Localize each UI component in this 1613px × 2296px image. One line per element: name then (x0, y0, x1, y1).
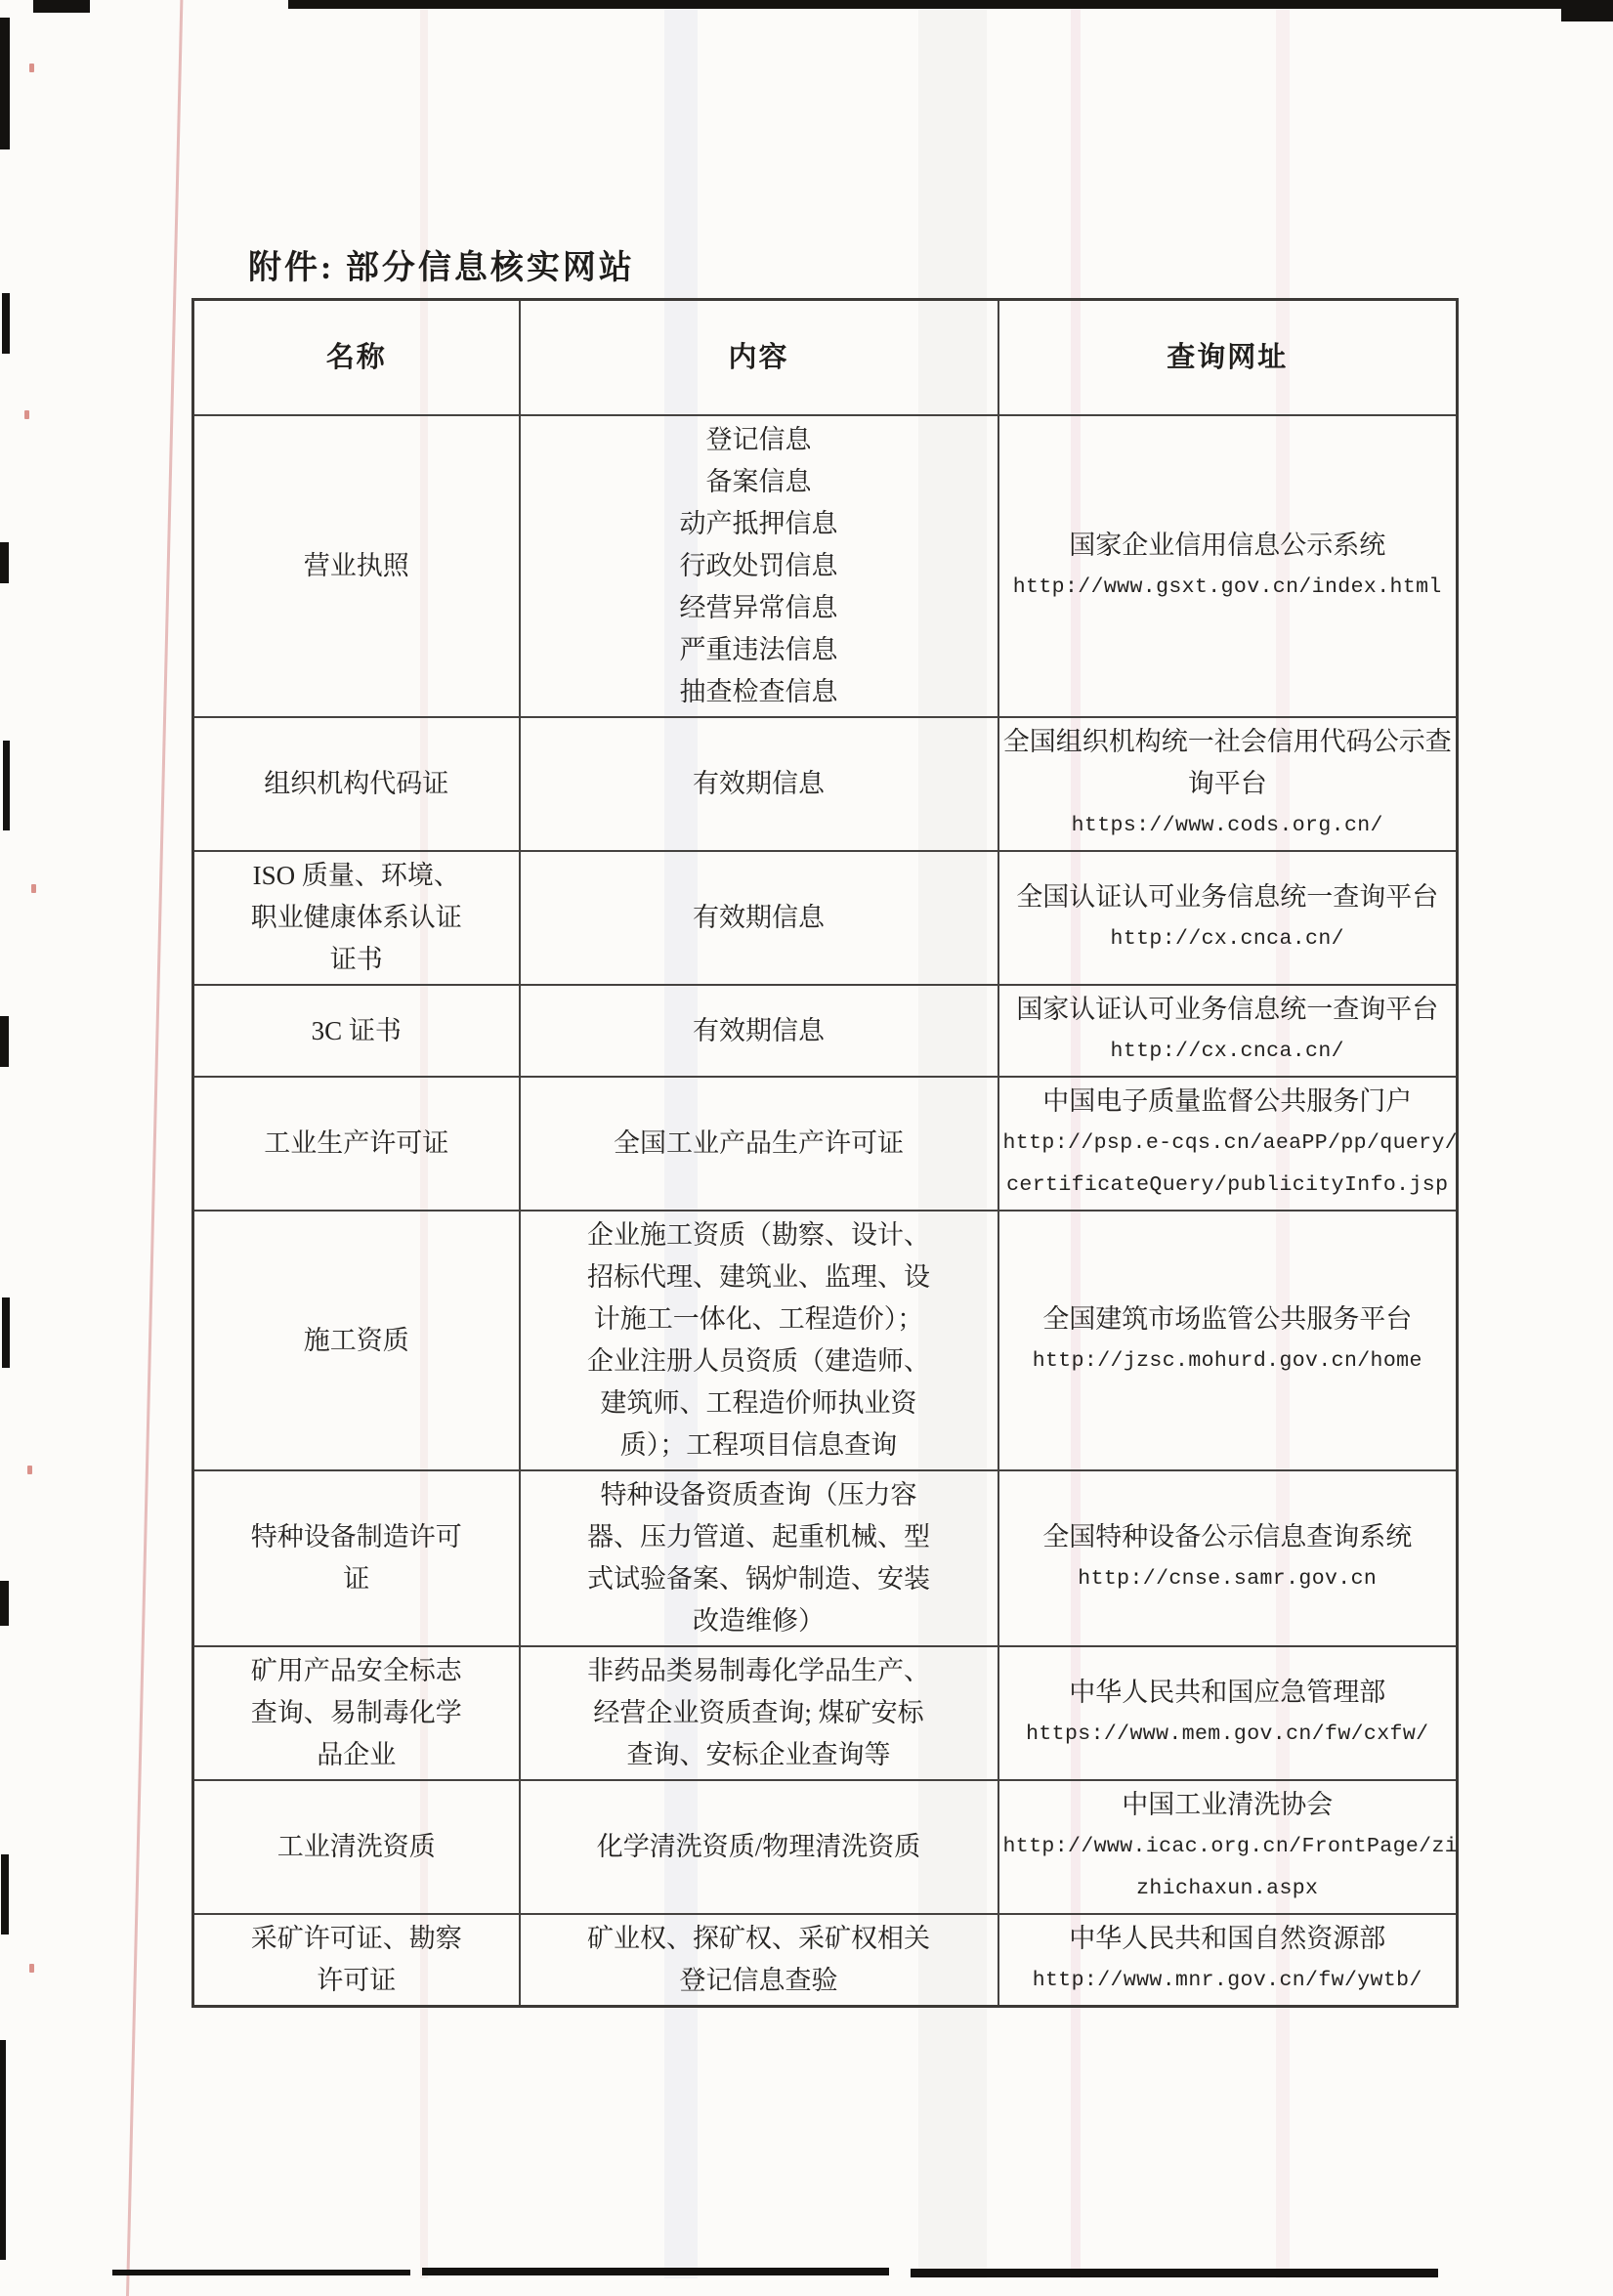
cell-text-line: 建筑师、工程造价师执业资 (600, 1388, 917, 1418)
url-text-line: https://www.mem.gov.cn/fw/cxfw/ (1026, 1722, 1429, 1746)
scan-edge-bottom (112, 2270, 410, 2275)
cell-text-line: 许可证 (317, 1966, 397, 1995)
cell-text-line: 质）；工程项目信息查询 (619, 1430, 898, 1460)
url-text-line: http://psp.e-cqs.cn/aeaPP/pp/query/ (1002, 1131, 1459, 1155)
cell-text-line: 国家企业信用信息公示系统 (1069, 530, 1386, 560)
cell-text-line: 改造维修） (693, 1606, 825, 1636)
url-text-line: http://cx.cnca.cn/ (1110, 926, 1344, 951)
cell-text-line: 工业清洗资质 (276, 1832, 436, 1861)
url-text-line: https://www.cods.org.cn/ (1071, 814, 1383, 837)
cell-text-line: 招标代理、建筑业、监理、设 (587, 1262, 930, 1292)
cell-content (520, 1077, 998, 1211)
cell-text-line: 查询、安标企业查询等 (626, 1740, 891, 1769)
url-text-line: http://www.gsxt.gov.cn/index.html (1012, 574, 1442, 599)
red-speck (27, 1466, 32, 1474)
column-header-name: 名称 (193, 300, 520, 416)
cell-text-line: 中华人民共和国自然资源部 (1069, 1924, 1386, 1953)
cell-url (998, 851, 1458, 985)
cell-text-line: 化学清洗资质/物理清洗资质 (596, 1832, 921, 1861)
scan-edge-top-left (33, 0, 90, 13)
cell-name (193, 851, 520, 985)
red-speck (29, 64, 34, 72)
table-row (193, 1211, 1458, 1470)
cell-text-line: 抽查检查信息 (679, 677, 838, 706)
scan-edge-top-corner (1561, 0, 1613, 21)
cell-name (193, 1077, 520, 1211)
cell-text-line: 经营企业资质查询; 煤矿安标 (593, 1698, 924, 1727)
cell-url (998, 1470, 1458, 1646)
red-margin-line (126, 0, 184, 2296)
url-text-line: http://cx.cnca.cn/ (1110, 1040, 1344, 1063)
cell-content (520, 1211, 998, 1470)
cell-name (193, 1211, 520, 1470)
verification-table-body (193, 415, 1458, 2007)
cell-content (520, 415, 998, 717)
red-speck (24, 410, 29, 419)
table-row (193, 1780, 1458, 1914)
cell-text-line: 行政处罚信息 (679, 551, 838, 580)
scan-edge-left (3, 741, 10, 830)
url-text-line: http://www.mnr.gov.cn/fw/ywtb/ (1032, 1969, 1422, 1992)
cell-text-line: 动产抵押信息 (679, 509, 838, 538)
red-speck (31, 884, 36, 893)
cell-url (998, 1780, 1458, 1914)
cell-text-line: ISO 质量、环境、 (252, 861, 460, 890)
scan-edge-left (0, 18, 10, 149)
cell-text-line: 全国工业产品生产许可证 (614, 1128, 904, 1158)
verification-websites-table (191, 298, 1459, 2008)
cell-text-line: 3C 证书 (311, 1015, 402, 1045)
table-row (193, 717, 1458, 851)
table-row (193, 985, 1458, 1077)
cell-text-line: 矿业权、探矿权、采矿权相关 (587, 1924, 930, 1953)
cell-text-line: 全国组织机构统一社会信用代码公示查 (1002, 727, 1452, 756)
table-row (193, 1914, 1458, 2007)
cell-text-line: 有效期信息 (693, 769, 825, 798)
cell-text-line: 证书 (329, 945, 383, 974)
cell-name (193, 1470, 520, 1646)
cell-url (998, 415, 1458, 717)
cell-text-line: 采矿许可证、勘察 (250, 1924, 462, 1953)
cell-text-line: 登记信息 (705, 425, 812, 454)
table-row (193, 1646, 1458, 1780)
cell-name (193, 415, 520, 717)
cell-text-line: 询平台 (1187, 769, 1267, 798)
cell-text-line: 特种设备制造许可 (250, 1522, 462, 1552)
cell-content (520, 1780, 998, 1914)
cell-text-line: 企业施工资质（勘察、设计、 (587, 1220, 930, 1250)
cell-text-line: 证 (343, 1564, 370, 1594)
cell-text-line: 登记信息查验 (679, 1966, 838, 1995)
cell-text-line: 全国特种设备公示信息查询系统 (1042, 1522, 1413, 1552)
url-text-line: http://jzsc.mohurd.gov.cn/home (1032, 1349, 1422, 1373)
scan-edge-left (2, 293, 10, 354)
table-header-row (193, 300, 1458, 416)
url-text-line: http://cnse.samr.gov.cn (1078, 1567, 1378, 1591)
cell-text-line: 有效期信息 (693, 903, 825, 932)
cell-text-line: 品企业 (317, 1740, 397, 1769)
cell-text-line: 工业生产许可证 (264, 1128, 449, 1158)
table-row (193, 1470, 1458, 1646)
scan-edge-left (2, 1297, 10, 1368)
cell-content (520, 851, 998, 985)
red-speck (29, 1964, 34, 1973)
column-header-content: 内容 (520, 300, 998, 416)
cell-text-line: 中国电子质量监督公共服务门户 (1042, 1086, 1413, 1116)
table-row (193, 1077, 1458, 1211)
cell-text-line: 职业健康体系认证 (250, 903, 462, 932)
cell-name (193, 1914, 520, 2007)
cell-url (998, 1211, 1458, 1470)
column-header-url: 查询网址 (998, 300, 1458, 416)
cell-name (193, 985, 520, 1077)
cell-text-line: 中国工业清洗协会 (1122, 1790, 1334, 1819)
scan-edge-left (0, 2040, 6, 2260)
cell-text-line: 施工资质 (303, 1325, 409, 1355)
cell-url (998, 985, 1458, 1077)
cell-text-line: 非药品类易制毒化学品生产、 (587, 1656, 930, 1685)
cell-text-line: 组织机构代码证 (264, 769, 449, 798)
cell-url (998, 1914, 1458, 2007)
cell-url (998, 1077, 1458, 1211)
url-text-line: http://www.icac.org.cn/FrontPage/zi (1002, 1835, 1459, 1858)
cell-url (998, 1646, 1458, 1780)
cell-text-line: 营业执照 (303, 551, 409, 580)
cell-content (520, 985, 998, 1077)
cell-name (193, 1780, 520, 1914)
cell-text-line: 有效期信息 (693, 1015, 825, 1045)
cell-content (520, 717, 998, 851)
cell-content (520, 1470, 998, 1646)
scan-edge-left (0, 542, 9, 583)
scan-edge-left (0, 1581, 9, 1626)
cell-text-line: 严重违法信息 (679, 635, 838, 664)
cell-text-line: 国家认证认可业务信息统一查询平台 (1016, 995, 1439, 1024)
cell-text-line: 矿用产品安全标志 (250, 1656, 462, 1685)
scan-edge-top (288, 0, 1613, 9)
cell-text-line: 中华人民共和国应急管理部 (1069, 1677, 1386, 1707)
attachment-title: 附件: 部分信息核实网站 (248, 250, 635, 286)
cell-text-line: 器、压力管道、起重机械、型 (587, 1522, 930, 1552)
table-row (193, 851, 1458, 985)
url-text-line: zhichaxun.aspx (1136, 1877, 1319, 1900)
scan-edge-bottom (911, 2269, 1438, 2277)
cell-content (520, 1646, 998, 1780)
cell-text-line: 查询、易制毒化学 (250, 1698, 462, 1727)
cell-text-line: 企业注册人员资质（建造师、 (587, 1346, 930, 1376)
cell-name (193, 717, 520, 851)
cell-text-line: 全国认证认可业务信息统一查询平台 (1016, 881, 1439, 912)
cell-url (998, 717, 1458, 851)
cell-text-line: 全国建筑市场监管公共服务平台 (1042, 1304, 1413, 1334)
table-row (193, 415, 1458, 717)
cell-text-line: 计施工一体化、工程造价）； (593, 1304, 924, 1334)
scan-edge-bottom (422, 2268, 889, 2275)
scan-edge-left (1, 1854, 9, 1935)
cell-name (193, 1646, 520, 1780)
cell-text-line: 式试验备案、锅炉制造、安装 (587, 1564, 930, 1594)
cell-text-line: 特种设备资质查询（压力容 (600, 1480, 917, 1509)
cell-content (520, 1914, 998, 2007)
cell-text-line: 备案信息 (705, 467, 812, 496)
scan-edge-left (0, 1016, 9, 1067)
url-text-line: certificateQuery/publicityInfo.jsp (1006, 1173, 1449, 1197)
cell-text-line: 经营异常信息 (679, 593, 838, 622)
